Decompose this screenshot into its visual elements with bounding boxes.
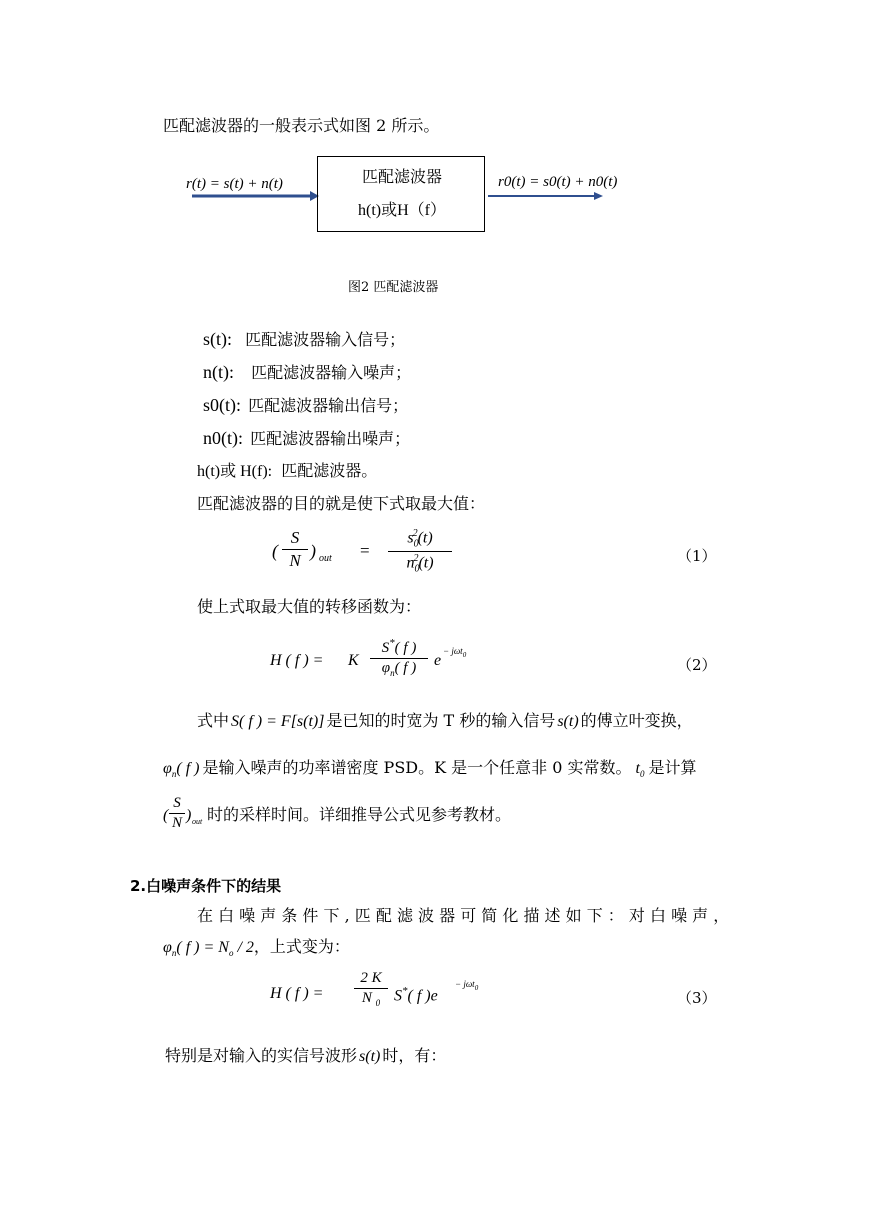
section-2-heading: 2.白噪声条件下的结果 — [130, 877, 282, 895]
def-row: s0(t): 匹配滤波器输出信号； — [203, 395, 409, 415]
para1-line1: 式中 S( f ) = F[s(t)] 是已知的时宽为 T 秒的输入信号 s(t) 的傅立叶变换， — [197, 711, 693, 730]
def-row: n(t): 匹配滤波器输入噪声； — [203, 362, 412, 382]
section-2-line3: 特别是对输入的实信号波形 s(t) 时，有： — [165, 1046, 447, 1065]
def-row: s(t): 匹配滤波器输入信号； — [203, 329, 406, 349]
intro-text: 匹配滤波器的一般表示式如图 2 所示。 — [163, 116, 440, 135]
output-arrow-head — [594, 192, 603, 200]
para1-line2: $\varphi_n$( f ) 是输入噪声的功率谱密度 PSD。K 是一个任意非 0 实常数。 $t_0$ 是计算 — [163, 758, 697, 780]
filter-box — [317, 156, 485, 232]
box-subtitle: h(t)或H（f） — [358, 202, 446, 219]
section-2-line1: 在 白 噪 声 条 件 下 , 匹 配 滤 波 器 可 简 化 描 述 如 下 ： 对 白 噪 声 ， — [197, 906, 730, 925]
filter-figure — [180, 150, 650, 240]
equation-1: ( S N ) out = $s_0^2(t)$ $n_0^2(t)$ — [272, 528, 472, 580]
equation-3: H ( f ) = 2 K N $_0$ S*( f )e − jωt$_0$ — [270, 970, 479, 1008]
para1-line3: ( S N ) out 时的采样时间。详细推导公式见参考教材。 — [163, 795, 512, 831]
equation-2: H ( f ) = K S*( f ) $\varphi_n$( f ) e − jωt$_0$ — [270, 637, 467, 678]
def-row: h(t)或 H(f): 匹配滤波器。 — [197, 461, 378, 480]
transfer-text: 使上式取最大值的转移函数为： — [197, 597, 422, 616]
input-label: r(t) = s(t) + n(t) — [186, 176, 283, 192]
box-title: 匹配滤波器 — [361, 167, 442, 186]
goal-text: 匹配滤波器的目的就是使下式取最大值： — [197, 494, 486, 513]
figure-caption: 图2 匹配滤波器 — [348, 280, 439, 295]
equation-2-number: （2） — [677, 656, 717, 674]
output-label: r0(t) = s0(t) + n0(t) — [498, 174, 618, 190]
section-2-line2: $\varphi_n$( f ) = $N_o / 2$，上式变为： — [163, 937, 350, 959]
equation-3-number: （3） — [677, 989, 717, 1007]
equation-1-number: （1） — [677, 547, 717, 565]
def-row: n0(t): 匹配滤波器输出噪声； — [203, 428, 411, 448]
